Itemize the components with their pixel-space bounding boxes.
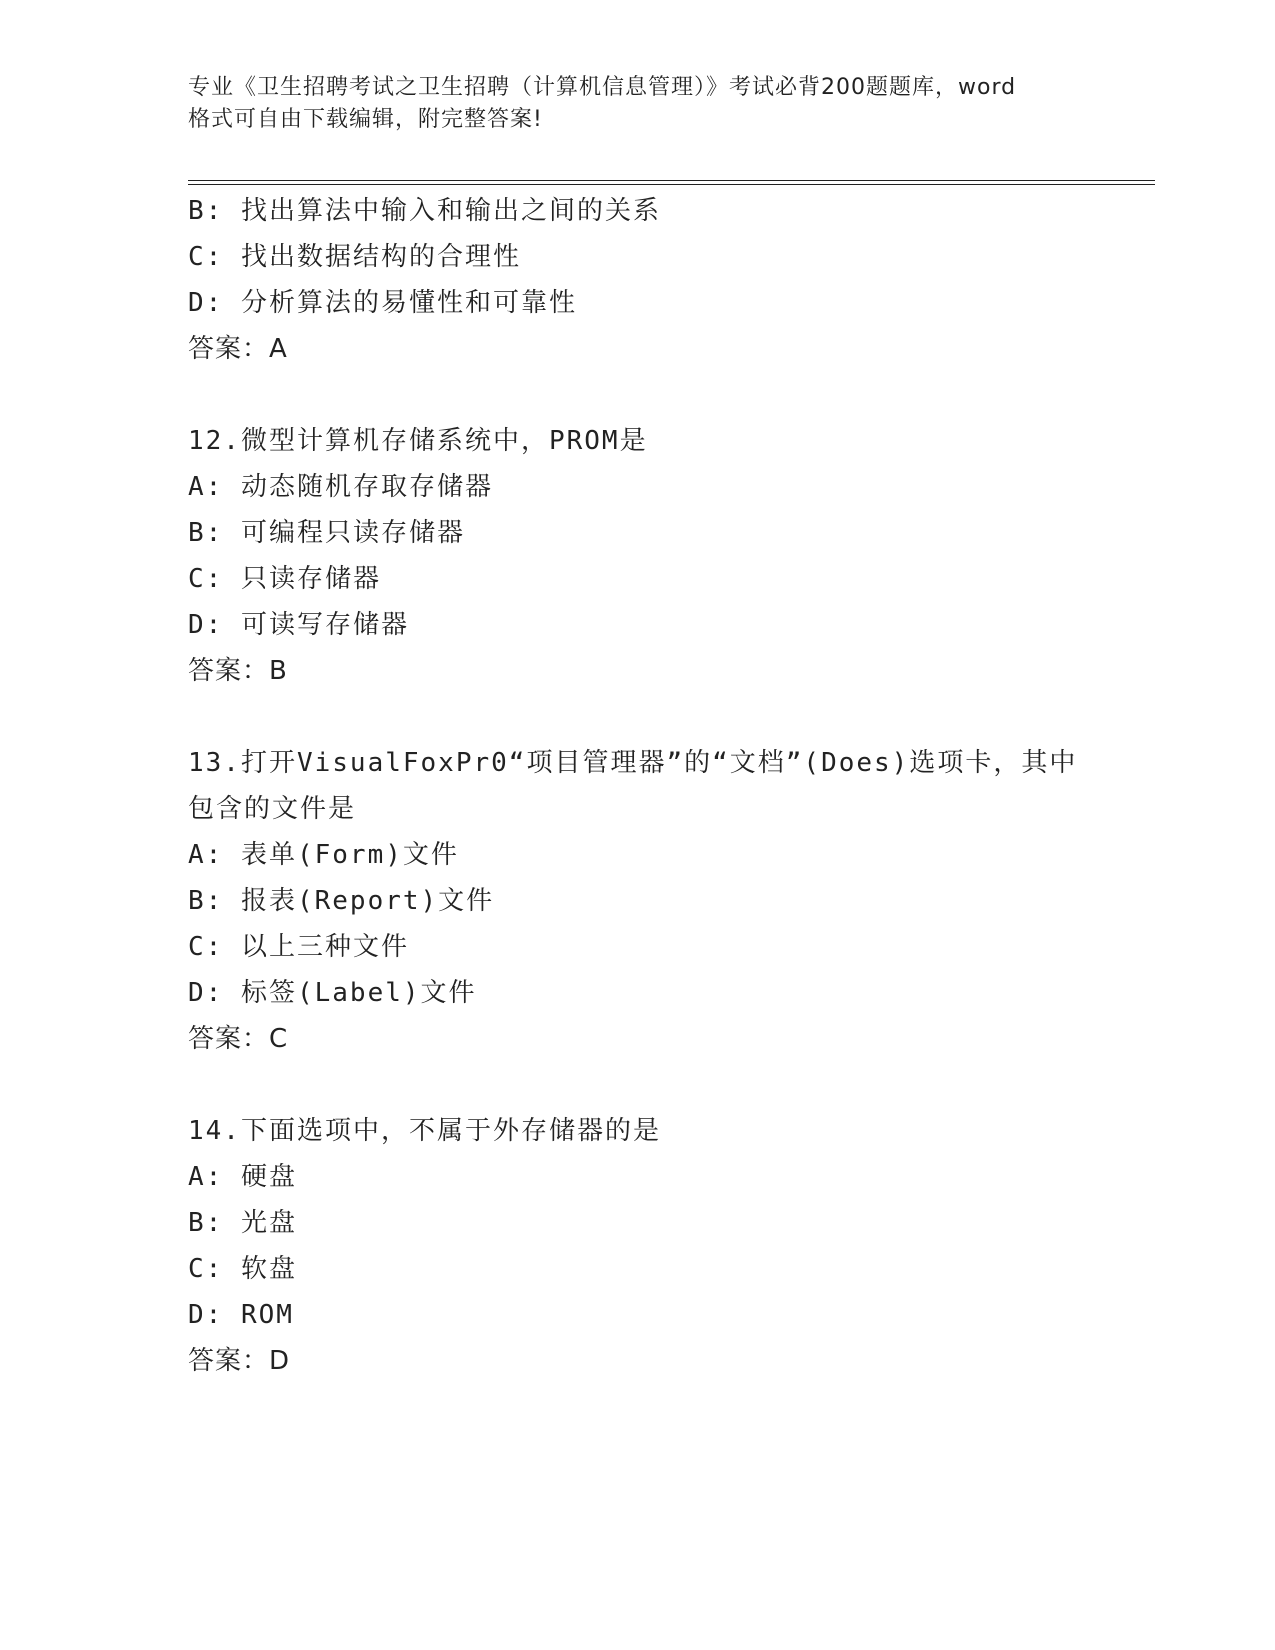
answer: 答案：A [188, 334, 288, 364]
option-d: D: ROM [188, 1300, 294, 1330]
option-c: C: 找出数据结构的合理性 [188, 242, 521, 272]
spacer [188, 372, 1088, 418]
option-b: B: 光盘 [188, 1208, 297, 1238]
option-d: D: 标签(Label)文件 [188, 978, 477, 1008]
document-body [188, 188, 1088, 1384]
answer: 答案：C [188, 1024, 289, 1054]
question-14 [188, 1108, 1088, 1384]
option-c: C: 只读存储器 [188, 564, 381, 594]
question-stem: 14.下面选项中，不属于外存储器的是 [188, 1116, 661, 1146]
question-stem: 12.微型计算机存储系统中，PROM是 [188, 426, 648, 456]
question-stem-line-1: 13.打开VisualFoxPr0“项目管理器”的“文档”(Does)选项卡，其中 [188, 748, 1078, 778]
question-stem-line-2: 包含的文件是 [188, 794, 357, 824]
option-b: B: 找出算法中输入和输出之间的关系 [188, 196, 661, 226]
header-title-line-1: 专业《卫生招聘考试之卫生招聘（计算机信息管理）》考试必背200题题库，word [188, 75, 1017, 100]
header-title-line-2: 格式可自由下载编辑，附完整答案! [188, 107, 543, 132]
option-d: D: 可读写存储器 [188, 610, 409, 640]
answer: 答案：B [188, 656, 288, 686]
answer: 答案：D [188, 1346, 291, 1376]
question-13 [188, 740, 1088, 1062]
option-b: B: 报表(Report)文件 [188, 886, 495, 916]
question-12 [188, 418, 1088, 694]
spacer [188, 694, 1088, 740]
option-a: A: 表单(Form)文件 [188, 840, 459, 870]
option-a: A: 硬盘 [188, 1162, 297, 1192]
option-b: B: 可编程只读存储器 [188, 518, 465, 548]
option-c: C: 以上三种文件 [188, 932, 409, 962]
option-a: A: 动态随机存取存储器 [188, 472, 493, 502]
spacer [188, 1062, 1088, 1108]
header-divider-top [188, 180, 1155, 181]
question-11-tail [188, 188, 1088, 372]
option-c: C: 软盘 [188, 1254, 297, 1284]
header-divider-bottom [188, 184, 1155, 185]
document-header [188, 72, 1088, 136]
option-d: D: 分析算法的易懂性和可靠性 [188, 288, 577, 318]
